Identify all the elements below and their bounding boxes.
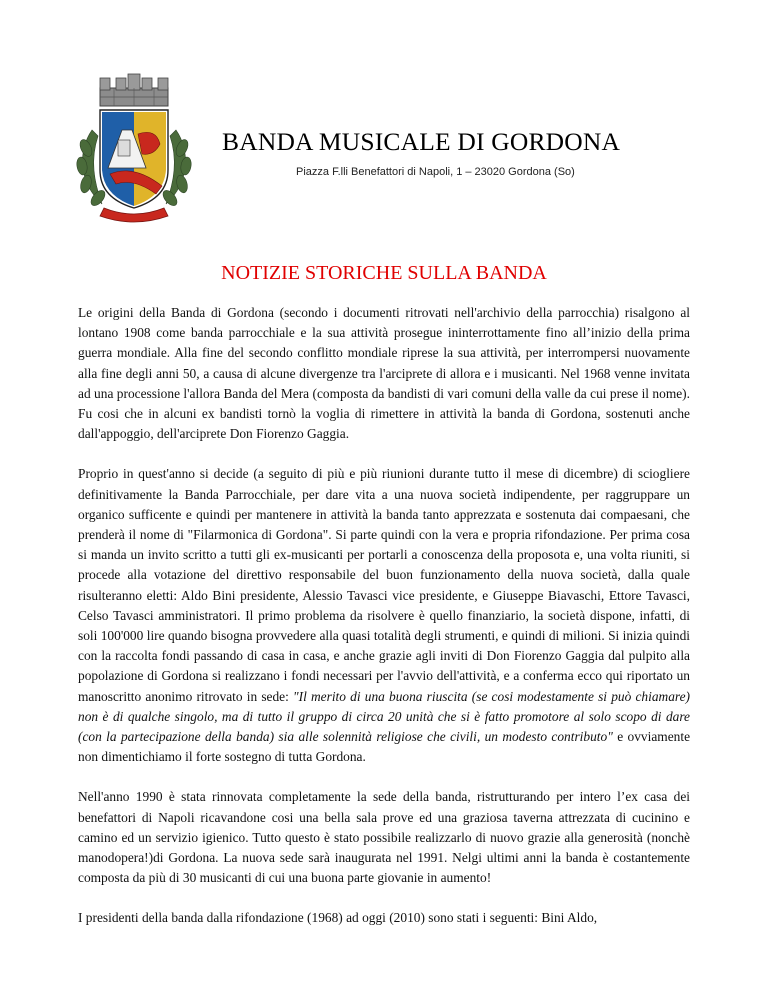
paragraph-headquarters: Nell'anno 1990 è stata rinnovata completamente la sede della banda, ristrutturando per intero l’ex casa dei benefattori di Napoli ricavandone cosi una bella sala prove ed una graziosa taverna attrezzata di cucinino e camino ed un servizio igienico. Tutto questo è stato possibile realizzarlo di nuovo grazie alla generosità (nonchè manodopera!)di Gordona. La nuova sede sarà inaugurata nel 1991. Nelgi ultimi anni la banda è costantemente composta da più di 30 musicanti di cui una buona parte giovanie in aumento! [78,789,690,886]
paragraph-refoundation [78,464,690,767]
organization-title: BANDA MUSICALE DI GORDONA [222,127,621,156]
gordona-crest-emblem [64,70,204,230]
document-body [78,303,690,929]
refoundation-closing: e ovviamente non dimentichiamo il forte sostegno di tutta Gordona. [78,729,691,765]
crest-ribbon [100,208,168,222]
manuscript-quote: "Il merito di una buona riuscita (se cosi modestamente si può chiamare) non è di qualche singolo, ma di tutto il gruppo di circa 20 unità che si è fatto promotore al solo scopo di dare (con la partecipazione della banda) sia alle solennità religiose che civili, un modesto contributo" [78,688,691,745]
crest-shield [100,110,168,208]
section-heading: NOTIZIE STORICHE SULLA BANDA [221,262,547,284]
crest-crown [100,74,168,106]
paragraph-presidents: I presidenti della banda dalla rifondazione (1968) ad oggi (2010) sono stati i seguenti: Bini Aldo, [78,910,598,926]
organization-address: Piazza F.lli Benefattori di Napoli, 1 – 23020 Gordona (So) [296,166,575,178]
refoundation-text: Proprio in quest'anno si decide (a seguito di più e più riunioni durante tutto il mese di dicembre) di sciogliere definitivamente la Banda Parrocchiale, per dare vita a una nuova società indipendente, per raggruppare un organico sufficente e quindi per mantenere in attività la banda tanto apprezzata e sostenuta dai compaesani, che prenderà il nome di "Filarmonica di Gordona". Si parte quindi con la vera e propria rifondazione. Per prima cosa si manda un invito scritto a tutti gli ex-musicanti per portarli a conoscenza della proposota e, una volta riuniti, si procede alla votazione del direttivo responsabile del buon funzionamento della nuova società, dalla quale risulteranno eletti: Aldo Bini presidente, Alessio Tavasci vice presidente, e Giuseppe Biavaschi, Ettore Tavasci, Celso Tavasci amministratori. Il primo problema da risolvere è quello finanziario, la società dispone, infatti, di soli 100'000 lire quando bisogna provvedere alla quasi totalità degli strumenti, e quindi di milioni. Si inizia quindi con la raccolta fondi passando di casa in casa, e anche grazie agli inviti di Don Fiorenzo Gaggia dal pulpito alla popolazione di Gordona si realizzano i fondi necessari per l'avvio dell'attività, e a conferma ecco qui riportato un manoscritto anonimo ritrovato in sede: [78,466,690,704]
paragraph-origins: Le origini della Banda di Gordona (secondo i documenti ritrovati nell'archivio della parrocchia) risalgono al lontano 1908 come banda parrocchiale e la sua attività prosegue ininterrottamente fino all’inizio della prima guerra mondiale. Alla fine del secondo conflitto mondiale riprese la sua attività, per interrompersi nuovamente alla fine degli anni 50, a causa di alcune divergenze tra l'arciprete di allora e i musicanti. Nel 1968 venne invitata ad una processione l'allora Banda del Mera (composta da bandisti di vari comuni della valle da cui prese il nome). Fu cosi che in alcuni ex bandisti tornò la voglia di rimettere in attività la banda di Gordona, sostenuti anche dall'appoggio, dell'arciprete Don Fiorenzo Gaggia. [78,305,690,442]
